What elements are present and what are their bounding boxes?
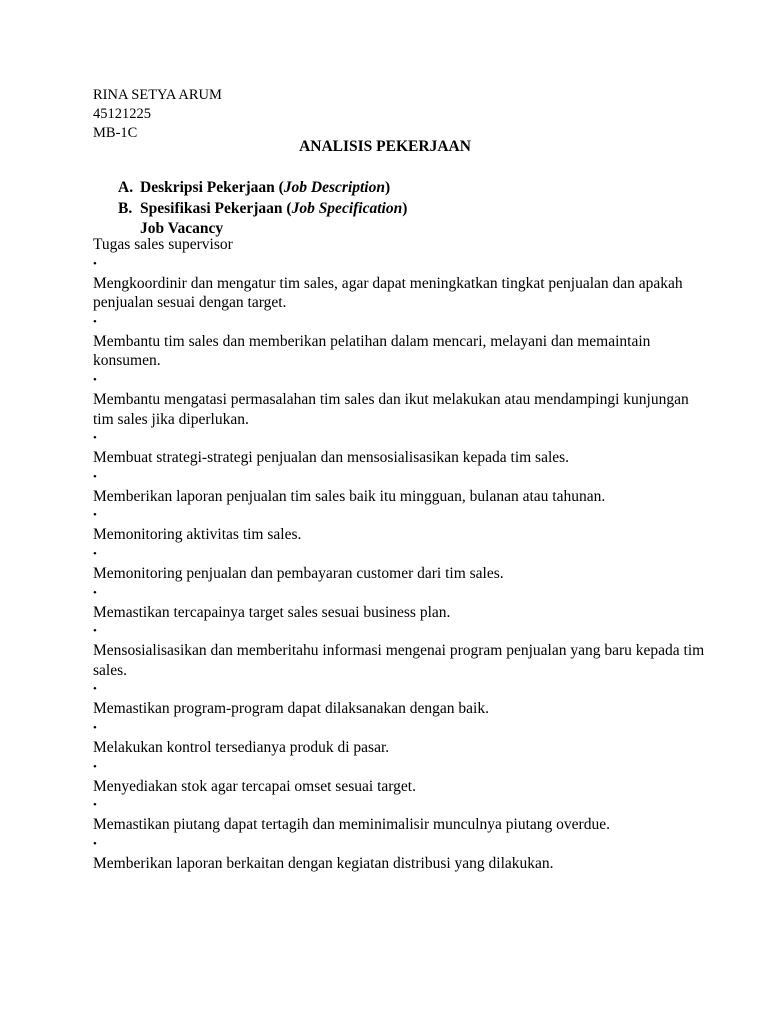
section-b-text: Spesifikasi Pekerjaan ( bbox=[140, 200, 292, 217]
section-a-close: ) bbox=[384, 179, 391, 196]
section-a-italic: Job Description bbox=[283, 179, 385, 196]
document-title bbox=[0, 138, 768, 156]
section-b-italic: Job Specification bbox=[291, 200, 403, 217]
section-b-letter: B. bbox=[118, 200, 133, 217]
list-item: Memonitoring penjualan dan pembayaran customer dari tim sales. bbox=[93, 564, 504, 582]
section-a-letter: A. bbox=[118, 179, 134, 196]
bullet-icon: • bbox=[93, 257, 97, 270]
bullet-icon: • bbox=[93, 432, 97, 445]
list-item: Menyediakan stok agar tercapai omset sesuai target. bbox=[93, 777, 416, 795]
list-item: Mensosialisasikan dan memberitahu informasi mengenai program penjualan yang baru kepada tim sales. bbox=[93, 642, 705, 679]
author-header bbox=[93, 86, 222, 143]
class-code: MB-1C bbox=[93, 125, 138, 141]
bullet-icon: • bbox=[93, 547, 97, 560]
list-item: Memastikan program-program dapat dilaksanakan dengan baik. bbox=[93, 700, 489, 718]
title-text: ANALISIS PEKERJAAN bbox=[299, 138, 471, 155]
list-item: Membantu mengatasi permasalahan tim sales dan ikut melakukan atau mendampingi kunjungan tim sales jika diperlukan. bbox=[93, 390, 689, 428]
bullet-icon: • bbox=[93, 373, 97, 386]
bullet-icon: • bbox=[93, 625, 97, 638]
bullet-icon: • bbox=[93, 760, 97, 773]
section-b-close: ) bbox=[402, 200, 408, 217]
list-item: Mengkoordinir dan mengatur tim sales, agar dapat meningkatkan tingkat penjualan dan apakah penjualan sesuai dengan target. bbox=[93, 274, 683, 312]
list-item: Memonitoring aktivitas tim sales. bbox=[93, 526, 302, 544]
list-item: Memberikan laporan penjualan tim sales baik itu mingguan, bulanan atau tahunan. bbox=[93, 487, 606, 505]
list-item: Memastikan tercapainya target sales sesuai business plan. bbox=[93, 603, 451, 621]
bullet-icon: • bbox=[93, 683, 97, 696]
bullet-icon: • bbox=[93, 586, 97, 599]
bullet-icon: • bbox=[93, 470, 97, 483]
section-list bbox=[118, 177, 407, 238]
document-body bbox=[93, 235, 713, 873]
student-id: 45121225 bbox=[93, 106, 151, 122]
section-b bbox=[118, 198, 407, 219]
section-a-text: Deskripsi Pekerjaan ( bbox=[140, 179, 284, 196]
intro-line: Tugas sales supervisor bbox=[93, 236, 233, 253]
bullet-icon: • bbox=[93, 799, 97, 812]
list-item: Memastikan piutang dapat tertagih dan meminimalisir munculnya piutang overdue. bbox=[93, 816, 610, 834]
author-name: RINA SETYA ARUM bbox=[93, 87, 222, 103]
job-vacancy-heading: Job Vacancy bbox=[140, 220, 224, 237]
duty-list bbox=[93, 255, 713, 874]
bullet-icon: • bbox=[93, 509, 97, 522]
bullet-icon: • bbox=[93, 721, 97, 734]
bullet-icon: • bbox=[93, 315, 97, 328]
list-item: Memberikan laporan berkaitan dengan kegiatan distribusi yang dilakukan. bbox=[93, 854, 554, 872]
list-item: Melakukan kontrol tersedianya produk di pasar. bbox=[93, 738, 390, 756]
bullet-icon: • bbox=[93, 837, 97, 850]
list-item: Membantu tim sales dan memberikan pelatihan dalam mencari, melayani dan memaintain konsumen. bbox=[93, 332, 651, 370]
section-a bbox=[118, 177, 407, 198]
list-item: Membuat strategi-strategi penjualan dan mensosialisasikan kepada tim sales. bbox=[93, 449, 570, 467]
